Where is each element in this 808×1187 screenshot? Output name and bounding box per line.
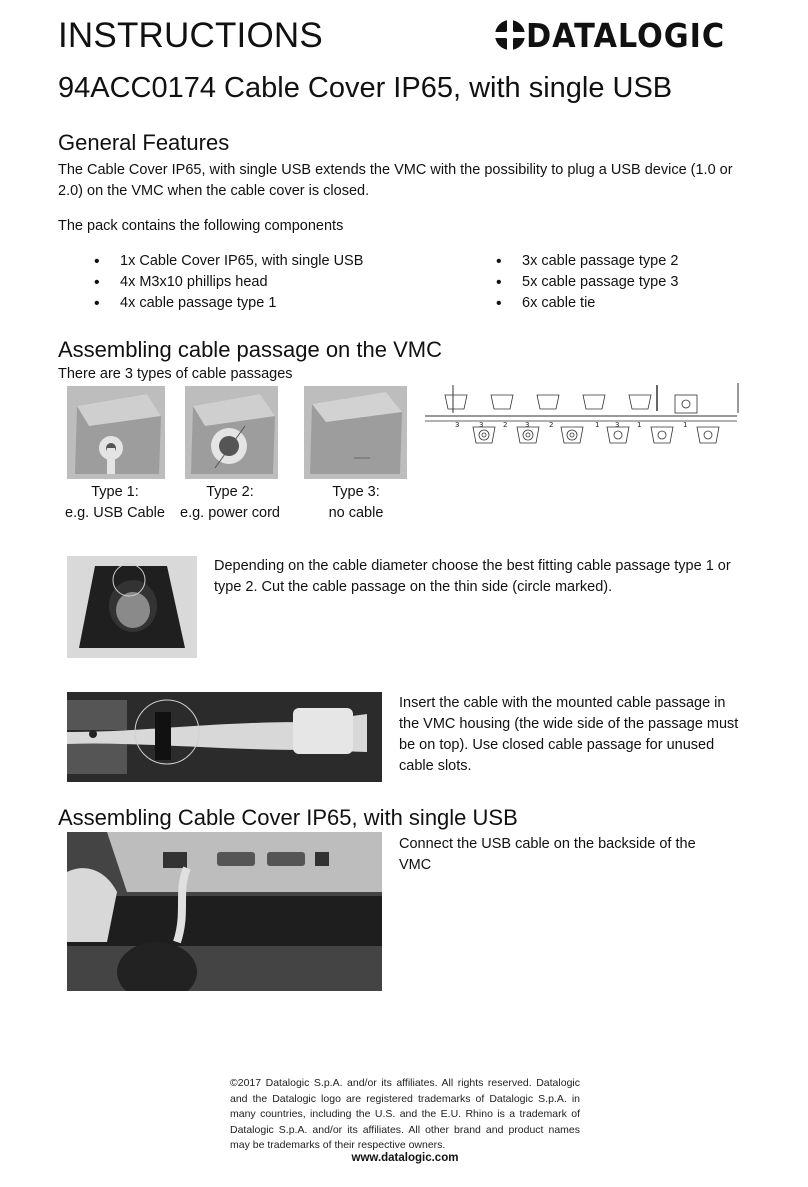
cable-passage-layout-diagram bbox=[425, 383, 740, 457]
insert-cable-instruction: Insert the cable with the mounted cable passage in the VMC housing (the wide side of the passage must be on top). Use closed cable passage for unused cable slots. bbox=[399, 695, 739, 774]
cable-passage-intro: There are 3 types of cable passages bbox=[58, 366, 293, 382]
general-features-heading: General Features bbox=[58, 130, 230, 155]
list-item: • 5x cable passage type 3 bbox=[496, 272, 756, 293]
website-link[interactable]: www.datalogic.com bbox=[351, 1152, 459, 1164]
cut-passage-instruction: Depending on the cable diameter choose the best fitting cable passage type 1 or type 2. Cut the cable passage on the thin side (circle marked). bbox=[214, 558, 731, 595]
list-item: • 1x Cable Cover IP65, with single USB bbox=[94, 251, 454, 272]
cable-cover-heading: Assembling Cable Cover IP65, with single USB bbox=[58, 805, 518, 830]
connect-usb-instruction: Connect the USB cable on the backside of the VMC bbox=[399, 836, 696, 873]
diagram-label: 3 bbox=[455, 421, 460, 429]
components-list-right bbox=[496, 251, 756, 314]
datalogic-logo bbox=[492, 16, 750, 55]
page-title: INSTRUCTIONS bbox=[58, 16, 323, 55]
type3-caption: Type 3: no cable bbox=[328, 484, 384, 521]
diagram-label: 3 bbox=[479, 421, 484, 429]
diagram-label: 2 bbox=[503, 421, 508, 429]
legal-notice: ©2017 Datalogic S.p.A. and/or its affiliates. All rights reserved. Datalogic and the Datalogic logo are registered trademarks of Datalogic S.p.A. in many countries, including the U.S. and the E.U. Rhino is a trademark of Datalogic S.p.A. and/or its affiliates. All other brand and product names may be trademarks of their respective owners. bbox=[230, 1077, 580, 1151]
vmc-backside-photo bbox=[67, 832, 382, 991]
diagram-label: 1 bbox=[637, 421, 642, 429]
diagram-label: 3 bbox=[615, 421, 620, 429]
cable-passage-type2-image bbox=[185, 386, 278, 479]
list-item: • 3x cable passage type 2 bbox=[496, 251, 756, 272]
page-subtitle: 94ACC0174 Cable Cover IP65, with single USB bbox=[58, 72, 673, 104]
diagram-label: 3 bbox=[525, 421, 530, 429]
features-paragraph: The Cable Cover IP65, with single USB extends the VMC with the possibility to plug a USB device (1.0 or 2.0) on the VMC when the cable cover is closed. bbox=[58, 162, 733, 199]
list-item: • 6x cable tie bbox=[496, 293, 756, 314]
type2-caption: Type 2: e.g. power cord bbox=[180, 484, 280, 521]
cable-passage-heading: Assembling cable passage on the VMC bbox=[58, 337, 442, 362]
cable-passage-type3-image bbox=[304, 386, 407, 479]
diagram-label: 1 bbox=[683, 421, 688, 429]
list-item: • 4x cable passage type 1 bbox=[94, 293, 454, 314]
insert-cable-photo bbox=[67, 692, 382, 782]
components-list-left bbox=[94, 251, 454, 314]
logo-wordmark: DATALOGIC bbox=[526, 16, 726, 55]
type1-caption: Type 1: e.g. USB Cable bbox=[65, 484, 165, 521]
diagram-label: 1 bbox=[595, 421, 600, 429]
list-item: • 4x M3x10 phillips head bbox=[94, 272, 454, 293]
cut-passage-photo bbox=[67, 556, 197, 658]
pack-contents-intro: The pack contains the following components bbox=[58, 218, 344, 234]
cable-passage-type1-image bbox=[67, 386, 165, 479]
diagram-label: 2 bbox=[549, 421, 554, 429]
